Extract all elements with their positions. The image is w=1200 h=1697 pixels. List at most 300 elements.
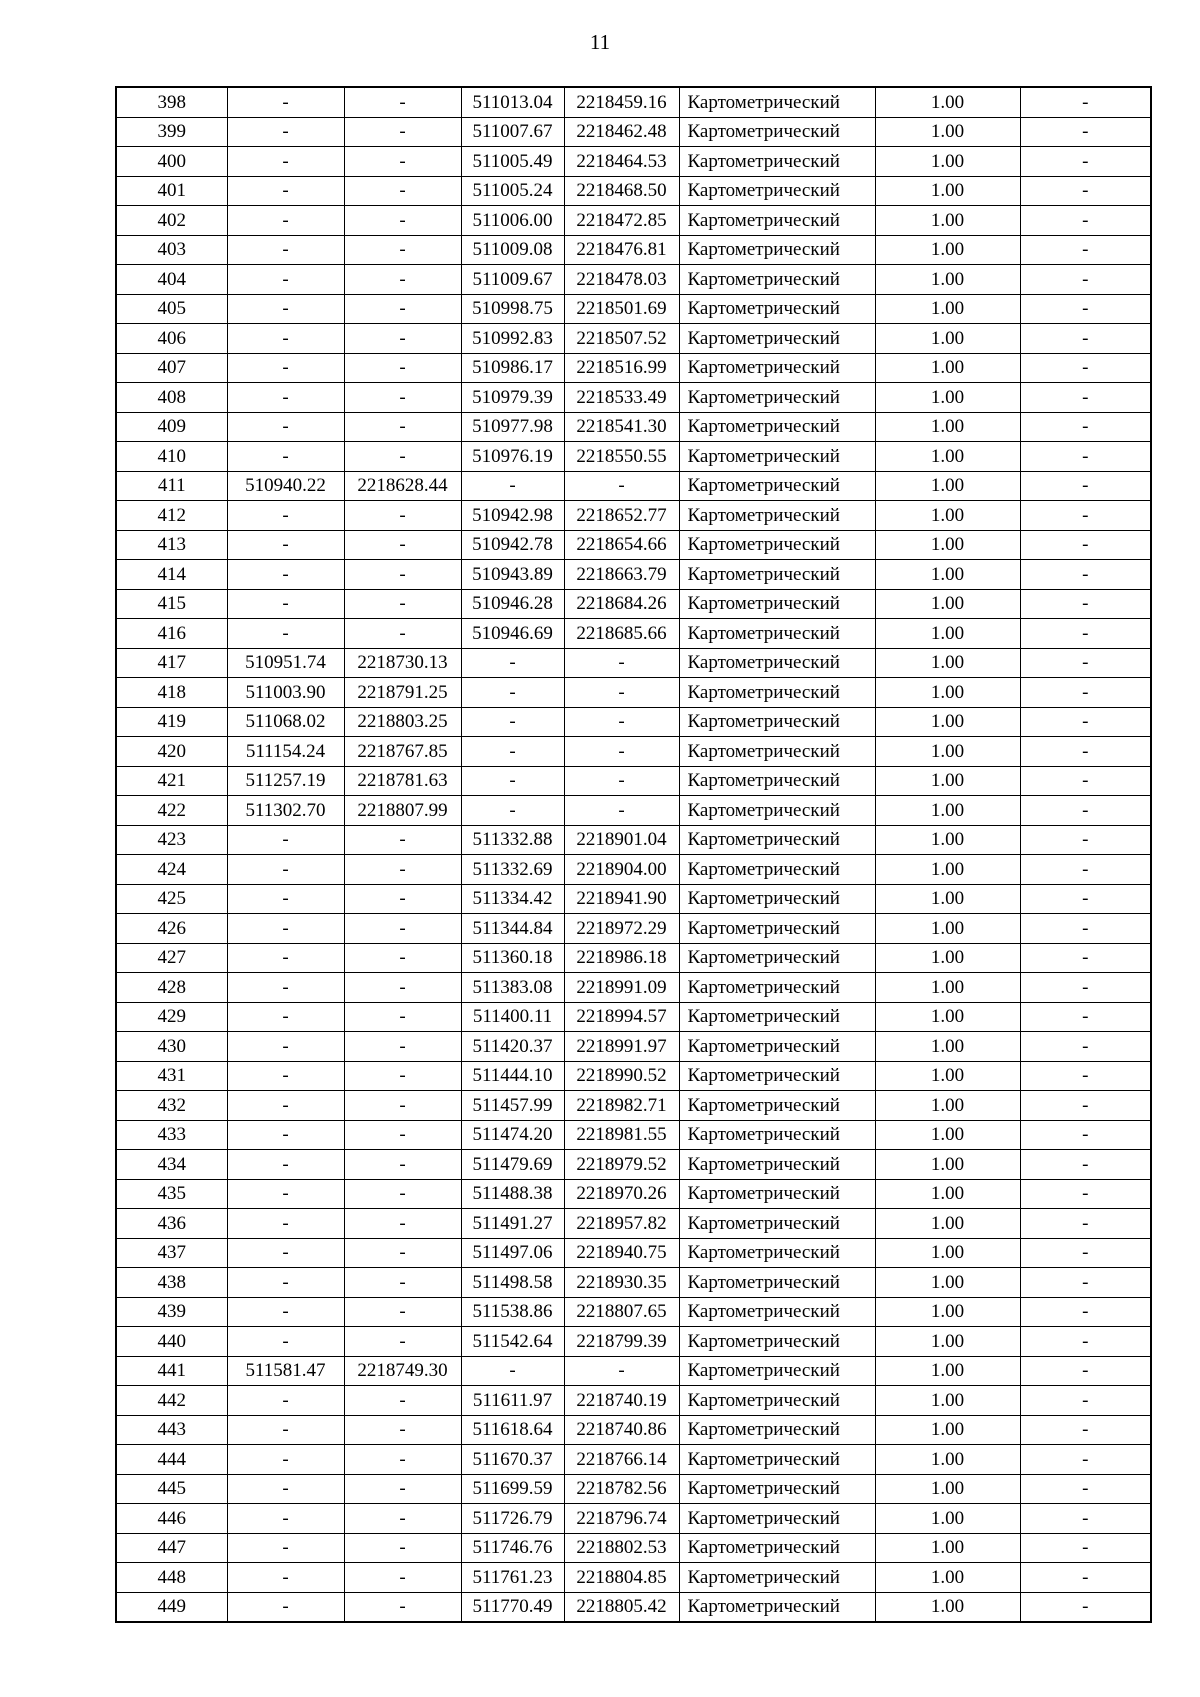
- point-number-cell: 402: [116, 206, 227, 236]
- new-x-cell: 510979.39: [461, 383, 564, 413]
- existing-y-cell: -: [344, 1474, 461, 1504]
- existing-y-cell: -: [344, 943, 461, 973]
- new-x-cell: 511005.49: [461, 147, 564, 177]
- existing-x-cell: -: [227, 1474, 344, 1504]
- existing-y-cell: -: [344, 560, 461, 590]
- description-cell: -: [1020, 678, 1151, 708]
- method-cell: Картометрический: [679, 235, 875, 265]
- accuracy-cell: 1.00: [875, 1563, 1020, 1593]
- new-x-cell: 511497.06: [461, 1238, 564, 1268]
- new-x-cell: 511007.67: [461, 117, 564, 147]
- method-cell: Картометрический: [679, 678, 875, 708]
- new-x-cell: 511457.99: [461, 1091, 564, 1121]
- new-x-cell: 511013.04: [461, 87, 564, 117]
- description-cell: -: [1020, 1150, 1151, 1180]
- accuracy-cell: 1.00: [875, 294, 1020, 324]
- description-cell: -: [1020, 619, 1151, 649]
- description-cell: -: [1020, 796, 1151, 826]
- existing-y-cell: 2218767.85: [344, 737, 461, 767]
- existing-x-cell: -: [227, 1150, 344, 1180]
- table-row: [116, 265, 1151, 295]
- existing-y-cell: -: [344, 412, 461, 442]
- existing-x-cell: -: [227, 1386, 344, 1416]
- new-x-cell: 510998.75: [461, 294, 564, 324]
- accuracy-cell: 1.00: [875, 1120, 1020, 1150]
- table-row: [116, 501, 1151, 531]
- new-x-cell: -: [461, 707, 564, 737]
- existing-x-cell: -: [227, 1209, 344, 1239]
- accuracy-cell: 1.00: [875, 1032, 1020, 1062]
- new-y-cell: 2218799.39: [564, 1327, 679, 1357]
- table-row: [116, 707, 1151, 737]
- table-row: [116, 530, 1151, 560]
- existing-y-cell: -: [344, 1386, 461, 1416]
- method-cell: Картометрический: [679, 1563, 875, 1593]
- new-x-cell: 511009.08: [461, 235, 564, 265]
- table-row: [116, 1415, 1151, 1445]
- method-cell: Картометрический: [679, 1445, 875, 1475]
- description-cell: -: [1020, 206, 1151, 236]
- table-row: [116, 176, 1151, 206]
- new-y-cell: 2218740.86: [564, 1415, 679, 1445]
- method-cell: Картометрический: [679, 973, 875, 1003]
- existing-x-cell: -: [227, 412, 344, 442]
- point-number-cell: 435: [116, 1179, 227, 1209]
- point-number-cell: 429: [116, 1002, 227, 1032]
- accuracy-cell: 1.00: [875, 1445, 1020, 1475]
- existing-y-cell: -: [344, 825, 461, 855]
- method-cell: Картометрический: [679, 560, 875, 590]
- new-x-cell: 511538.86: [461, 1297, 564, 1327]
- existing-x-cell: -: [227, 1268, 344, 1298]
- table-row: [116, 1238, 1151, 1268]
- description-cell: -: [1020, 973, 1151, 1003]
- existing-y-cell: -: [344, 1297, 461, 1327]
- accuracy-cell: 1.00: [875, 383, 1020, 413]
- new-y-cell: 2218901.04: [564, 825, 679, 855]
- new-y-cell: 2218930.35: [564, 1268, 679, 1298]
- existing-x-cell: 511068.02: [227, 707, 344, 737]
- description-cell: -: [1020, 530, 1151, 560]
- existing-y-cell: 2218803.25: [344, 707, 461, 737]
- point-number-cell: 407: [116, 353, 227, 383]
- new-y-cell: 2218685.66: [564, 619, 679, 649]
- description-cell: -: [1020, 914, 1151, 944]
- table-row: [116, 766, 1151, 796]
- table-row: [116, 353, 1151, 383]
- description-cell: -: [1020, 324, 1151, 354]
- point-number-cell: 449: [116, 1592, 227, 1622]
- accuracy-cell: 1.00: [875, 1533, 1020, 1563]
- accuracy-cell: 1.00: [875, 206, 1020, 236]
- existing-y-cell: 2218807.99: [344, 796, 461, 826]
- new-y-cell: 2218904.00: [564, 855, 679, 885]
- existing-y-cell: -: [344, 973, 461, 1003]
- existing-x-cell: -: [227, 1061, 344, 1091]
- existing-y-cell: -: [344, 855, 461, 885]
- method-cell: Картометрический: [679, 117, 875, 147]
- table-row: [116, 294, 1151, 324]
- existing-y-cell: -: [344, 206, 461, 236]
- existing-y-cell: -: [344, 589, 461, 619]
- description-cell: -: [1020, 1002, 1151, 1032]
- point-number-cell: 409: [116, 412, 227, 442]
- description-cell: -: [1020, 1415, 1151, 1445]
- point-number-cell: 415: [116, 589, 227, 619]
- table-row: [116, 1209, 1151, 1239]
- method-cell: Картометрический: [679, 943, 875, 973]
- accuracy-cell: 1.00: [875, 412, 1020, 442]
- new-x-cell: 511006.00: [461, 206, 564, 236]
- new-y-cell: 2218740.19: [564, 1386, 679, 1416]
- method-cell: Картометрический: [679, 412, 875, 442]
- new-x-cell: 511383.08: [461, 973, 564, 1003]
- new-x-cell: 510946.69: [461, 619, 564, 649]
- new-y-cell: -: [564, 707, 679, 737]
- new-y-cell: 2218805.42: [564, 1592, 679, 1622]
- description-cell: -: [1020, 1297, 1151, 1327]
- method-cell: Картометрический: [679, 471, 875, 501]
- point-number-cell: 440: [116, 1327, 227, 1357]
- existing-x-cell: -: [227, 383, 344, 413]
- description-cell: -: [1020, 176, 1151, 206]
- accuracy-cell: 1.00: [875, 914, 1020, 944]
- point-number-cell: 403: [116, 235, 227, 265]
- existing-y-cell: -: [344, 1179, 461, 1209]
- existing-y-cell: -: [344, 1445, 461, 1475]
- existing-x-cell: -: [227, 1238, 344, 1268]
- table-row: [116, 678, 1151, 708]
- existing-y-cell: -: [344, 1415, 461, 1445]
- accuracy-cell: 1.00: [875, 619, 1020, 649]
- new-y-cell: 2218970.26: [564, 1179, 679, 1209]
- new-x-cell: 511332.69: [461, 855, 564, 885]
- point-number-cell: 411: [116, 471, 227, 501]
- description-cell: -: [1020, 1445, 1151, 1475]
- existing-y-cell: 2218791.25: [344, 678, 461, 708]
- existing-x-cell: -: [227, 1592, 344, 1622]
- method-cell: Картометрический: [679, 294, 875, 324]
- table-row: [116, 1268, 1151, 1298]
- table-row: [116, 560, 1151, 590]
- new-x-cell: 511491.27: [461, 1209, 564, 1239]
- description-cell: -: [1020, 1533, 1151, 1563]
- new-y-cell: -: [564, 1356, 679, 1386]
- page-number: 11: [589, 30, 611, 54]
- existing-x-cell: -: [227, 176, 344, 206]
- table-row: [116, 884, 1151, 914]
- point-number-cell: 419: [116, 707, 227, 737]
- new-x-cell: 511611.97: [461, 1386, 564, 1416]
- method-cell: Картометрический: [679, 648, 875, 678]
- method-cell: Картометрический: [679, 1120, 875, 1150]
- description-cell: -: [1020, 648, 1151, 678]
- point-number-cell: 444: [116, 1445, 227, 1475]
- new-x-cell: 510992.83: [461, 324, 564, 354]
- coordinates-table: [115, 86, 1152, 1623]
- accuracy-cell: 1.00: [875, 943, 1020, 973]
- new-x-cell: -: [461, 737, 564, 767]
- accuracy-cell: 1.00: [875, 176, 1020, 206]
- new-y-cell: 2218663.79: [564, 560, 679, 590]
- method-cell: Картометрический: [679, 914, 875, 944]
- new-y-cell: 2218804.85: [564, 1563, 679, 1593]
- existing-x-cell: 511302.70: [227, 796, 344, 826]
- existing-x-cell: 510940.22: [227, 471, 344, 501]
- new-y-cell: 2218982.71: [564, 1091, 679, 1121]
- description-cell: -: [1020, 501, 1151, 531]
- existing-y-cell: -: [344, 1504, 461, 1534]
- existing-y-cell: -: [344, 1268, 461, 1298]
- description-cell: -: [1020, 442, 1151, 472]
- point-number-cell: 421: [116, 766, 227, 796]
- method-cell: Картометрический: [679, 1091, 875, 1121]
- description-cell: -: [1020, 353, 1151, 383]
- new-y-cell: -: [564, 766, 679, 796]
- table-row: [116, 471, 1151, 501]
- description-cell: -: [1020, 1592, 1151, 1622]
- existing-x-cell: -: [227, 206, 344, 236]
- method-cell: Картометрический: [679, 825, 875, 855]
- new-x-cell: -: [461, 471, 564, 501]
- description-cell: -: [1020, 855, 1151, 885]
- new-x-cell: 510977.98: [461, 412, 564, 442]
- new-y-cell: 2218507.52: [564, 324, 679, 354]
- existing-x-cell: -: [227, 943, 344, 973]
- existing-x-cell: -: [227, 353, 344, 383]
- new-x-cell: -: [461, 678, 564, 708]
- method-cell: Картометрический: [679, 1032, 875, 1062]
- accuracy-cell: 1.00: [875, 353, 1020, 383]
- existing-x-cell: -: [227, 619, 344, 649]
- new-y-cell: 2218468.50: [564, 176, 679, 206]
- existing-x-cell: 511154.24: [227, 737, 344, 767]
- table-row: [116, 648, 1151, 678]
- accuracy-cell: 1.00: [875, 1474, 1020, 1504]
- new-x-cell: 511618.64: [461, 1415, 564, 1445]
- accuracy-cell: 1.00: [875, 530, 1020, 560]
- existing-y-cell: -: [344, 1592, 461, 1622]
- method-cell: Картометрический: [679, 884, 875, 914]
- existing-x-cell: -: [227, 87, 344, 117]
- table-row: [116, 1002, 1151, 1032]
- new-x-cell: -: [461, 766, 564, 796]
- existing-x-cell: -: [227, 1179, 344, 1209]
- table-row: [116, 1091, 1151, 1121]
- point-number-cell: 448: [116, 1563, 227, 1593]
- existing-y-cell: -: [344, 87, 461, 117]
- existing-x-cell: -: [227, 914, 344, 944]
- description-cell: -: [1020, 1386, 1151, 1416]
- point-number-cell: 439: [116, 1297, 227, 1327]
- new-x-cell: 510942.78: [461, 530, 564, 560]
- existing-y-cell: 2218781.63: [344, 766, 461, 796]
- existing-y-cell: -: [344, 1327, 461, 1357]
- accuracy-cell: 1.00: [875, 1386, 1020, 1416]
- point-number-cell: 400: [116, 147, 227, 177]
- existing-x-cell: -: [227, 294, 344, 324]
- point-number-cell: 404: [116, 265, 227, 295]
- existing-x-cell: -: [227, 1002, 344, 1032]
- existing-x-cell: -: [227, 855, 344, 885]
- method-cell: Картометрический: [679, 1327, 875, 1357]
- existing-x-cell: 510951.74: [227, 648, 344, 678]
- existing-x-cell: -: [227, 501, 344, 531]
- accuracy-cell: 1.00: [875, 1061, 1020, 1091]
- existing-y-cell: 2218628.44: [344, 471, 461, 501]
- accuracy-cell: 1.00: [875, 589, 1020, 619]
- existing-x-cell: -: [227, 1504, 344, 1534]
- existing-x-cell: 511003.90: [227, 678, 344, 708]
- method-cell: Картометрический: [679, 589, 875, 619]
- table-row: [116, 973, 1151, 1003]
- existing-x-cell: -: [227, 884, 344, 914]
- existing-y-cell: -: [344, 619, 461, 649]
- point-number-cell: 443: [116, 1415, 227, 1445]
- accuracy-cell: 1.00: [875, 471, 1020, 501]
- existing-x-cell: -: [227, 1445, 344, 1475]
- existing-y-cell: -: [344, 1032, 461, 1062]
- accuracy-cell: 1.00: [875, 265, 1020, 295]
- existing-y-cell: -: [344, 442, 461, 472]
- accuracy-cell: 1.00: [875, 324, 1020, 354]
- table-row: [116, 442, 1151, 472]
- method-cell: Картометрический: [679, 619, 875, 649]
- table-row: [116, 1386, 1151, 1416]
- new-y-cell: 2218807.65: [564, 1297, 679, 1327]
- point-number-cell: 413: [116, 530, 227, 560]
- existing-y-cell: -: [344, 1091, 461, 1121]
- new-x-cell: 511360.18: [461, 943, 564, 973]
- existing-x-cell: -: [227, 973, 344, 1003]
- accuracy-cell: 1.00: [875, 1356, 1020, 1386]
- description-cell: -: [1020, 1356, 1151, 1386]
- new-x-cell: 511761.23: [461, 1563, 564, 1593]
- accuracy-cell: 1.00: [875, 87, 1020, 117]
- existing-x-cell: -: [227, 1120, 344, 1150]
- method-cell: Картометрический: [679, 265, 875, 295]
- point-number-cell: 399: [116, 117, 227, 147]
- table-row: [116, 1474, 1151, 1504]
- existing-x-cell: 511581.47: [227, 1356, 344, 1386]
- description-cell: -: [1020, 147, 1151, 177]
- existing-x-cell: -: [227, 1091, 344, 1121]
- description-cell: -: [1020, 943, 1151, 973]
- point-number-cell: 438: [116, 1268, 227, 1298]
- existing-y-cell: 2218730.13: [344, 648, 461, 678]
- description-cell: -: [1020, 1474, 1151, 1504]
- accuracy-cell: 1.00: [875, 1179, 1020, 1209]
- method-cell: Картометрический: [679, 442, 875, 472]
- method-cell: Картометрический: [679, 1061, 875, 1091]
- existing-x-cell: -: [227, 1032, 344, 1062]
- existing-x-cell: -: [227, 1415, 344, 1445]
- point-number-cell: 410: [116, 442, 227, 472]
- table-row: [116, 619, 1151, 649]
- new-x-cell: 511488.38: [461, 1179, 564, 1209]
- new-x-cell: 511726.79: [461, 1504, 564, 1534]
- existing-y-cell: -: [344, 1002, 461, 1032]
- table-row: [116, 87, 1151, 117]
- method-cell: Картометрический: [679, 1356, 875, 1386]
- accuracy-cell: 1.00: [875, 1091, 1020, 1121]
- description-cell: -: [1020, 1238, 1151, 1268]
- new-y-cell: 2218986.18: [564, 943, 679, 973]
- new-x-cell: 511498.58: [461, 1268, 564, 1298]
- new-y-cell: 2218684.26: [564, 589, 679, 619]
- new-y-cell: 2218940.75: [564, 1238, 679, 1268]
- new-x-cell: 510976.19: [461, 442, 564, 472]
- new-x-cell: 511344.84: [461, 914, 564, 944]
- description-cell: -: [1020, 87, 1151, 117]
- method-cell: Картометрический: [679, 501, 875, 531]
- table-row: [116, 943, 1151, 973]
- accuracy-cell: 1.00: [875, 1297, 1020, 1327]
- description-cell: -: [1020, 560, 1151, 590]
- description-cell: -: [1020, 1179, 1151, 1209]
- new-y-cell: 2218979.52: [564, 1150, 679, 1180]
- existing-x-cell: -: [227, 324, 344, 354]
- method-cell: Картометрический: [679, 766, 875, 796]
- existing-y-cell: -: [344, 1209, 461, 1239]
- existing-y-cell: -: [344, 353, 461, 383]
- method-cell: Картометрический: [679, 1238, 875, 1268]
- description-cell: -: [1020, 117, 1151, 147]
- table-row: [116, 117, 1151, 147]
- point-number-cell: 416: [116, 619, 227, 649]
- new-x-cell: -: [461, 1356, 564, 1386]
- point-number-cell: 442: [116, 1386, 227, 1416]
- existing-y-cell: 2218749.30: [344, 1356, 461, 1386]
- new-x-cell: 511332.88: [461, 825, 564, 855]
- accuracy-cell: 1.00: [875, 1002, 1020, 1032]
- existing-y-cell: -: [344, 1533, 461, 1563]
- new-x-cell: 511005.24: [461, 176, 564, 206]
- point-number-cell: 433: [116, 1120, 227, 1150]
- point-number-cell: 437: [116, 1238, 227, 1268]
- accuracy-cell: 1.00: [875, 1415, 1020, 1445]
- existing-y-cell: -: [344, 884, 461, 914]
- existing-y-cell: -: [344, 324, 461, 354]
- new-y-cell: 2218991.09: [564, 973, 679, 1003]
- existing-x-cell: -: [227, 117, 344, 147]
- accuracy-cell: 1.00: [875, 1327, 1020, 1357]
- existing-y-cell: -: [344, 383, 461, 413]
- table-row: [116, 855, 1151, 885]
- point-number-cell: 425: [116, 884, 227, 914]
- new-y-cell: 2218478.03: [564, 265, 679, 295]
- table-row: [116, 324, 1151, 354]
- method-cell: Картометрический: [679, 1474, 875, 1504]
- accuracy-cell: 1.00: [875, 235, 1020, 265]
- new-x-cell: 511770.49: [461, 1592, 564, 1622]
- new-x-cell: -: [461, 796, 564, 826]
- point-number-cell: 422: [116, 796, 227, 826]
- new-x-cell: 511479.69: [461, 1150, 564, 1180]
- existing-x-cell: -: [227, 1327, 344, 1357]
- existing-y-cell: -: [344, 1150, 461, 1180]
- accuracy-cell: 1.00: [875, 737, 1020, 767]
- description-cell: -: [1020, 1120, 1151, 1150]
- existing-x-cell: 511257.19: [227, 766, 344, 796]
- description-cell: -: [1020, 884, 1151, 914]
- existing-y-cell: -: [344, 1563, 461, 1593]
- description-cell: -: [1020, 707, 1151, 737]
- point-number-cell: 418: [116, 678, 227, 708]
- table-row: [116, 383, 1151, 413]
- new-y-cell: 2218782.56: [564, 1474, 679, 1504]
- method-cell: Картометрический: [679, 324, 875, 354]
